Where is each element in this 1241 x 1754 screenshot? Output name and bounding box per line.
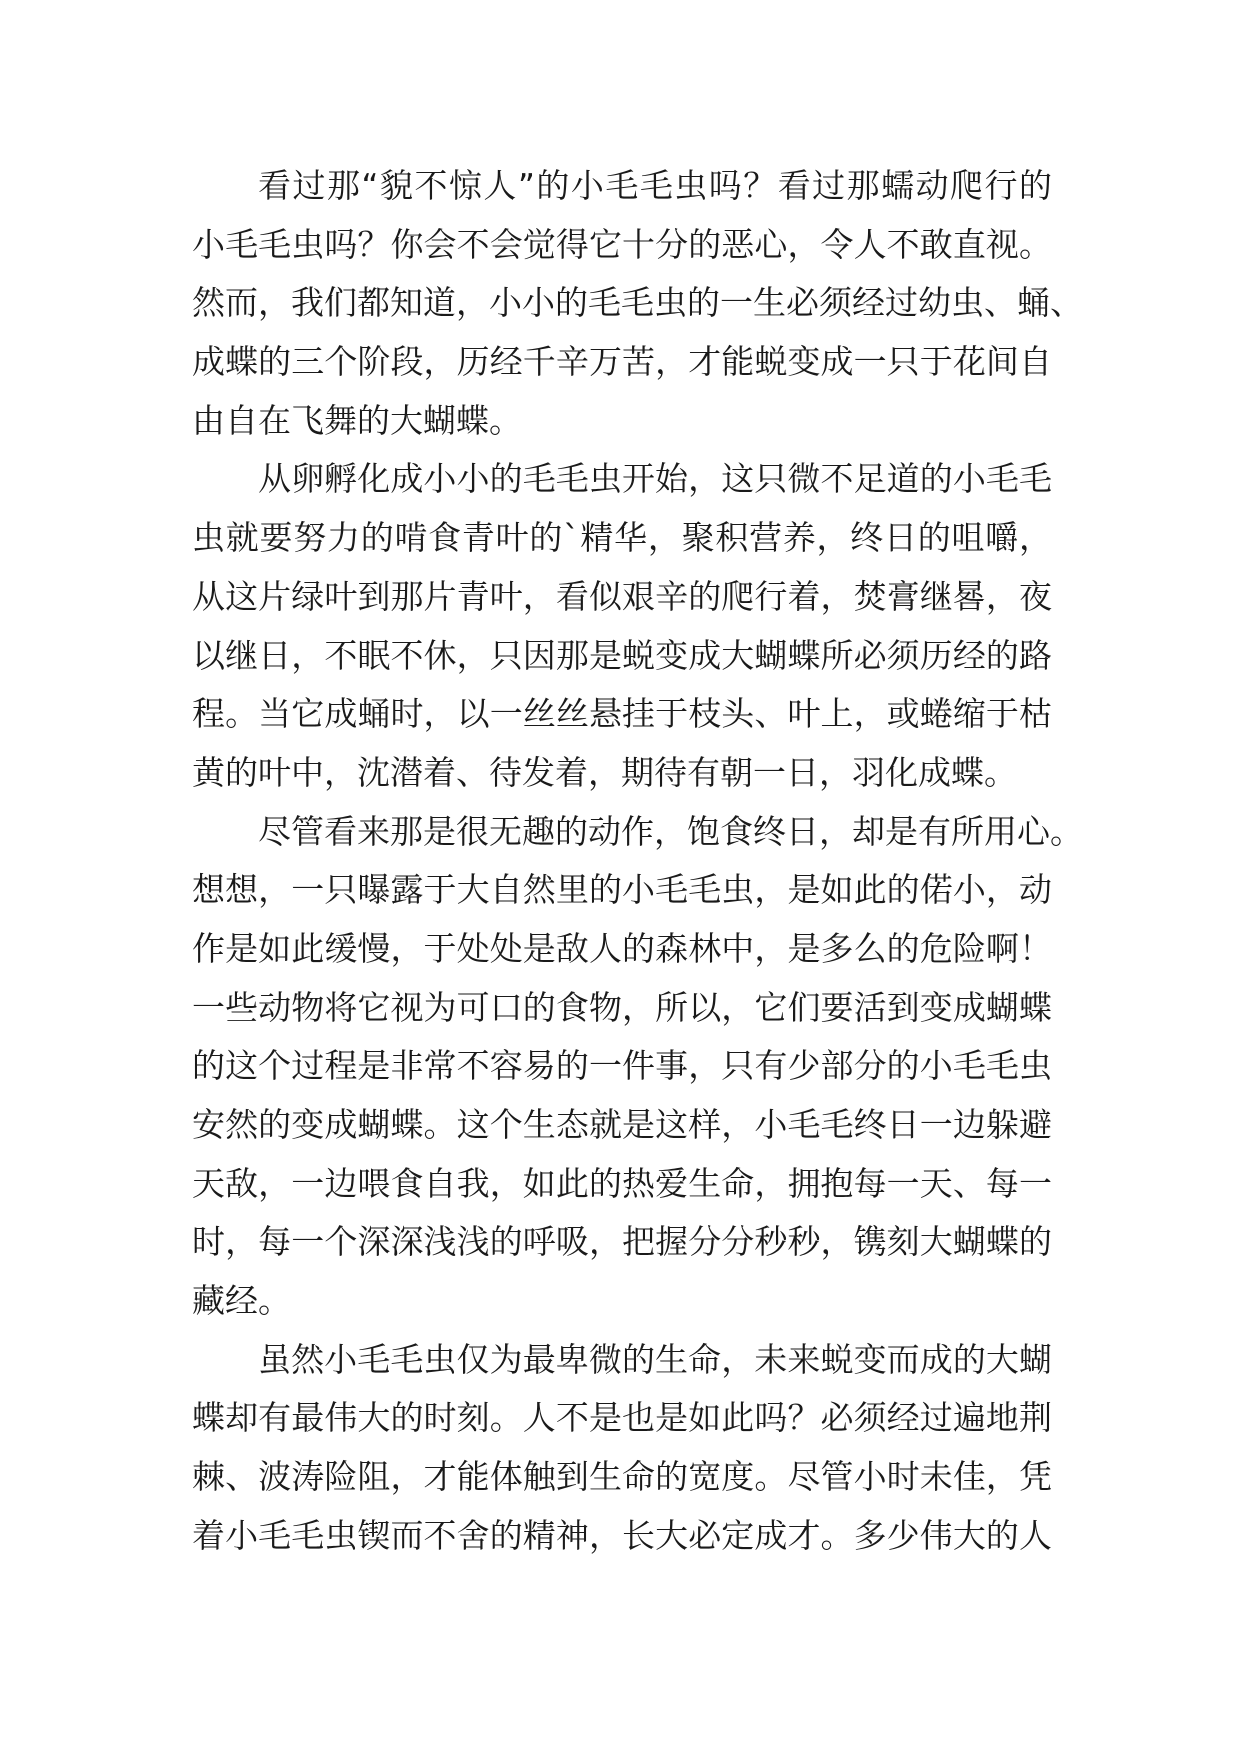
text-line: 蝶却有最伟大的时刻。人不是也是如此吗？必须经过遍地荆 [192,1398,1052,1438]
text-line: 小毛毛虫吗？你会不会觉得它十分的恶心，令人不敢直视。 [192,224,1052,264]
text-line: 然而，我们都知道，小小的毛毛虫的一生必须经过幼虫、蛹、 [192,283,1083,323]
text-line: 看过那“貌不惊人”的小毛毛虫吗？看过那蠕动爬行的 [258,166,1052,205]
text-line: 的这个过程是非常不容易的一件事，只有少部分的小毛毛虫 [192,1046,1052,1086]
text-line: 成蝶的三个阶段，历经千辛万苦，才能蜕变成一只于花间自 [192,342,1052,382]
text-line: 从卵孵化成小小的毛毛虫开始，这只微不足道的小毛毛 [258,459,1052,499]
text-line: 安然的变成蝴蝶。这个生态就是这样，小毛毛终日一边躲避 [192,1105,1052,1144]
text-line: 由自在飞舞的大蝴蝶。 [192,400,522,440]
text-line: 虽然小毛毛虫仅为最卑微的生命，未来蜕变而成的大蝴 [258,1339,1052,1379]
text-line: 程。当它成蛹时，以一丝丝悬挂于枝头、叶上，或蜷缩于枯 [192,694,1052,734]
text-line: 一些动物将它视为可口的食物，所以，它们要活到变成蝴蝶 [192,987,1052,1027]
text-line: 棘、波涛险阻，才能体触到生命的宽度。尽管小时未佳，凭 [192,1457,1052,1497]
text-line: 作是如此缓慢，于处处是敌人的森林中，是多么的危险啊！ [192,928,1052,968]
text-line: 天敌，一边喂食自我，如此的热爱生命，拥抱每一天、每一 [192,1163,1052,1203]
text-line: 时，每一个深深浅浅的呼吸，把握分分秒秒，镌刻大蝴蝶的 [192,1222,1052,1262]
essay-body [192,157,1083,1566]
text-line: 从这片绿叶到那片青叶，看似艰辛的爬行着，焚膏继晷，夜 [192,576,1052,616]
text-line: 想想，一只曝露于大自然里的小毛毛虫，是如此的偌小，动 [192,870,1052,910]
text-line: 以继日，不眠不休，只因那是蜕变成大蝴蝶所必须历经的路 [192,635,1052,675]
text-line: 虫就要努力的啃食青叶的`精华，聚积营养，终日的咀嚼， [192,518,1052,558]
text-line: 黄的叶中，沈潜着、待发着，期待有朝一日，羽化成蝶。 [192,752,1017,792]
text-line: 藏经。 [192,1281,291,1321]
text-line: 着小毛毛虫锲而不舍的精神，长大必定成才。多少伟大的人 [192,1515,1052,1555]
text-line: 尽管看来那是很无趣的动作，饱食终日，却是有所用心。 [258,811,1083,851]
